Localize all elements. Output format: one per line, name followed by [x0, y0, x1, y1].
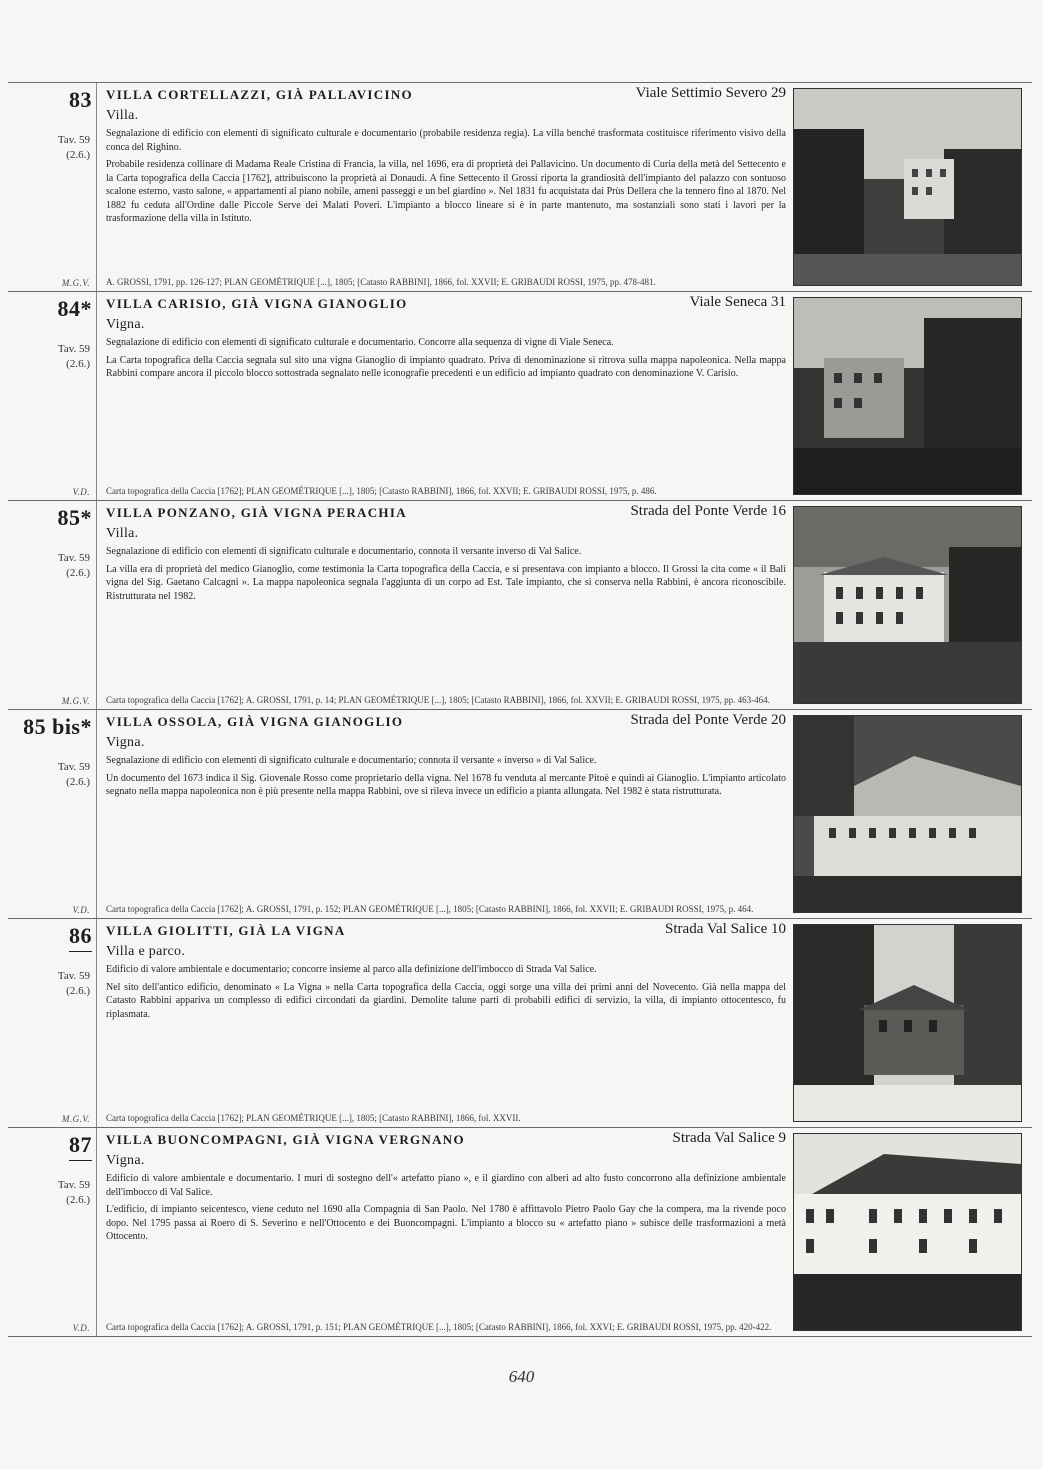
section-code: (2.6.) [66, 358, 90, 370]
plate-reference [58, 1178, 90, 1208]
entry-margin [8, 501, 97, 709]
entry-title: VILLA CARISIO, GIÀ VIGNA GIANOGLIO [106, 296, 408, 311]
author-initials: M.G.V. [61, 278, 90, 288]
entry-number: 87 [69, 1132, 92, 1161]
section-code: (2.6.) [66, 1194, 90, 1206]
plate-reference [58, 969, 90, 999]
entry-address: Strada Val Salice 10 [665, 921, 786, 937]
entry-address: Strada del Ponte Verde 20 [630, 712, 786, 728]
section-code: (2.6.) [66, 985, 90, 997]
entry-address: Viale Settimio Severo 29 [635, 85, 786, 101]
entry-paragraph: Segnalazione di edificio con elementi di significato culturale e documentario; connota il versante « inverso » di Val Salice. [106, 755, 597, 766]
entry-number: 86 [69, 923, 92, 952]
entry-address: Viale Seneca 31 [689, 294, 786, 310]
entry-references: Carta topografica della Caccia [1762]; A. GROSSI, 1791, p. 152; PLAN GEOMÉTRIQUE [...], 1805; [Catasto RABBINI], 1866, fol. XXVII; E. GRIBAUDI ROSSI, 1975, p. 464. [106, 904, 754, 914]
entry-body [106, 710, 786, 918]
entry-number: 83 [69, 87, 92, 112]
entry-type: Villa. [106, 108, 139, 123]
entry-number: 84* [57, 296, 92, 321]
entry-paragraph: Segnalazione di edificio con elementi di significato culturale e documentario (probabile residenza regia). La villa benché trasformata costituisce riferimento visivo della conca del Righino. [106, 128, 786, 153]
entry-body [106, 292, 786, 500]
section-code: (2.6.) [66, 149, 90, 161]
entry-title: VILLA PONZANO, GIÀ VIGNA PERACHIA [106, 505, 407, 520]
entry-title: VILLA OSSOLA, GIÀ VIGNA GIANOGLIO [106, 714, 404, 729]
entry-photo [793, 924, 1022, 1122]
plate-number: Tav. 59 [57, 343, 90, 355]
entry-photo [793, 715, 1022, 913]
catalog-entry [8, 292, 1032, 501]
catalog-entry [8, 919, 1032, 1128]
entry-paragraph: Nel sito dell'antico edificio, denominato « La Vigna » nella Carta topografica della Caccia, oggi sorge una villa dei primi anni del Novecento. Già nella mappa del Catasto Rabbini appariva un complesso di edifici circondati da giardini. Demolite talune parti di probabili edifici di servizio, la villa, di impianto ottocentesco, fu riplasmata. [106, 981, 786, 1020]
entry-body [106, 1128, 786, 1336]
entry-body [106, 83, 786, 291]
entry-type: Vigna. [106, 1153, 145, 1168]
entry-type: Vigna. [106, 735, 145, 750]
section-code: (2.6.) [66, 776, 90, 788]
entry-margin [8, 83, 97, 291]
entry-margin [8, 1128, 97, 1336]
plate-number: Tav. 59 [57, 134, 90, 146]
entry-paragraph: L'edificio, di impianto seicentesco, viene ceduto nel 1690 alla Compagnia di San Paolo. Nel 1780 è affittavolo Pietro Paolo Gay che la compera, ma la rivende poco dopo. Nel 1795 passa ai Roero di S. Severino e nell'Ottocento e dei Buoncompagni. L'impianto a blocco su « artefatto piano » subisce delle trasformazioni a metà Ottocento. [106, 1204, 786, 1242]
entry-photo [793, 1133, 1022, 1331]
entry-photo [793, 88, 1022, 286]
entry-paragraph: Segnalazione di edificio con elementi di significato culturale e documentario. Concorre alla sequenza di vigne di Viale Seneca. [106, 337, 614, 348]
plate-reference [58, 551, 90, 581]
entry-title: VILLA GIOLITTI, GIÀ LA VIGNA [106, 923, 346, 938]
author-initials: V.D. [72, 1323, 90, 1333]
entry-references: A. GROSSI, 1791, pp. 126-127; PLAN GEOMÉTRIQUE [...], 1805; [Catasto RABBINI], 1866, fol. XXVII; E. GRIBAUDI ROSSI, 1975, pp. 478-481. [106, 277, 656, 287]
entry-type: Villa e parco. [106, 944, 186, 959]
entry-paragraph: La Carta topografica della Caccia segnala sul sito una vigna Gianoglio di impianto quadrato. Priva di denominazione si ritrova sulla mappa napoleonica. Nella mappa Rabbini compare ancora il piccolo blocco sottostrada segnalato nelle iconografie precedenti e un edificio ad impianto quadrato con denominazione V. Carisio. [106, 354, 786, 379]
entry-type: Vigna. [106, 317, 145, 332]
plate-number: Tav. 59 [57, 1179, 90, 1191]
author-initials: M.G.V. [61, 1114, 90, 1124]
entry-paragraph: La villa era di proprietà del medico Gianoglio, come testimonia la Carta topografica della Caccia, e si presentava con impianto a blocco. Il Grossi la cita come « il Balì vigna del Sig. Gaetano Calcagni ». La mappa napoleonica segnala l'aggiunta di un corpo ad Est. Tale impianto, che si conserva nella Rabbini, è ancora riconoscibile. Ristrutturata nel 1982. [106, 563, 786, 602]
plate-reference [58, 133, 90, 163]
entry-address: Strada del Ponte Verde 16 [630, 503, 786, 519]
entry-title: VILLA CORTELLAZZI, GIÀ PALLAVICINO [106, 87, 413, 102]
entry-margin [8, 710, 97, 918]
entry-references: Carta topografica della Caccia [1762]; A. GROSSI, 1791, p. 14; PLAN GEOMÉTRIQUE [...], 1805; [Catasto RABBINI], 1866, fol. XXVII; E. GRIBAUDI ROSSI, 1975, pp. 463-464. [106, 695, 770, 705]
plate-number: Tav. 59 [57, 761, 90, 773]
catalog-entry [8, 83, 1032, 292]
entry-photo [793, 506, 1022, 704]
author-initials: V.D. [72, 905, 90, 915]
author-initials: V.D. [72, 487, 90, 497]
entry-body [106, 919, 786, 1127]
entry-margin [8, 919, 97, 1127]
entry-title: VILLA BUONCOMPAGNI, GIÀ VIGNA VERGNANO [106, 1132, 465, 1147]
plate-reference [58, 342, 90, 372]
entry-references: Carta topografica della Caccia [1762]; A. GROSSI, 1791, p. 151; PLAN GEOMÉTRIQUE [...], 1805; [Catasto RABBINI], 1866, fol. XXVI; E. GRIBAUDI ROSSI, 1975, pp. 420-422. [106, 1322, 772, 1332]
entry-references: Carta topografica della Caccia [1762]; PLAN GEOMÉTRIQUE [...], 1805; [Catasto RABBINI], 1866, fol. XXVII; E. GRIBAUDI ROSSI, 1975, p. 486. [106, 486, 657, 496]
entry-paragraph: Edificio di valore ambientale e documentario; concorre insieme al parco alla definizione dell'imbocco di Strada Val Salice. [106, 964, 597, 975]
entry-number: 85 bis* [23, 714, 92, 739]
entry-type: Villa. [106, 526, 139, 541]
entry-number: 85* [57, 505, 92, 530]
entry-photo [793, 297, 1022, 495]
entry-paragraph: Probabile residenza collinare di Madama Reale Cristina di Francia, la villa, nel 1696, era di proprietà dei Pallavicino. Un documento di Curia della metà del Settecento e la Carta topografica della Caccia [1762], attribuiscono la proprietà ai Donaudi. A fine Settecento il Grossi riporta la grandiosità dell'impianto del palazzo con sontuoso scalone esterno, vasto salone, « appartamenti al piano nobile, ameni passeggi e un bel giardino ». Nel 1831 fu acquistata dai Prùs Dellera che la tennero fino al 1870. Nel 1882 fu ceduta all'Ordine dalle Piccole Serve dei Malati Poveri. L'impianto a blocco lineare si è in parte mantenuto, ma sostanziali sono stati i lavori per la trasformazione della villa in Istituto. [106, 159, 786, 224]
entry-margin [8, 292, 97, 500]
author-initials: M.G.V. [61, 696, 90, 706]
entry-paragraph: Un documento del 1673 indica il Sig. Giovenale Rosso come proprietario della vigna. Nel 1678 fu venduta al mercante Pitoè e quindi ai Gianoglio. L'impianto articolato segnato nella mappa napoleonica non è più presente nella mappa Rabbini, ove si rileva invece un edificio a pianta allungata. Nel 1982 è stata ristrutturata. [106, 772, 786, 797]
entry-body [106, 501, 786, 709]
plate-reference [58, 760, 90, 790]
entry-address: Strada Val Salice 9 [672, 1130, 786, 1146]
entry-paragraph: Segnalazione di edificio con elementi di significato culturale e documentario, connota il versante inverso di Val Salice. [106, 546, 582, 557]
plate-number: Tav. 59 [57, 552, 90, 564]
entry-paragraph: Edificio di valore ambientale e documentario. I muri di sostegno dell'« artefatto piano », e il giardino con alberi ad alto fusto concorrono alla definizione ambientale dell'imbocco di Val Salice. [106, 1173, 786, 1198]
catalog-entry [8, 710, 1032, 919]
entries-list [8, 83, 1032, 1337]
catalog-entry [8, 1128, 1032, 1337]
catalog-entry [8, 501, 1032, 710]
section-code: (2.6.) [66, 567, 90, 579]
page-number: 640 [508, 1367, 535, 1386]
entry-references: Carta topografica della Caccia [1762]; PLAN GEOMÉTRIQUE [...], 1805; [Catasto RABBINI], 1866, fol. XXVII. [106, 1113, 521, 1123]
plate-number: Tav. 59 [57, 970, 90, 982]
